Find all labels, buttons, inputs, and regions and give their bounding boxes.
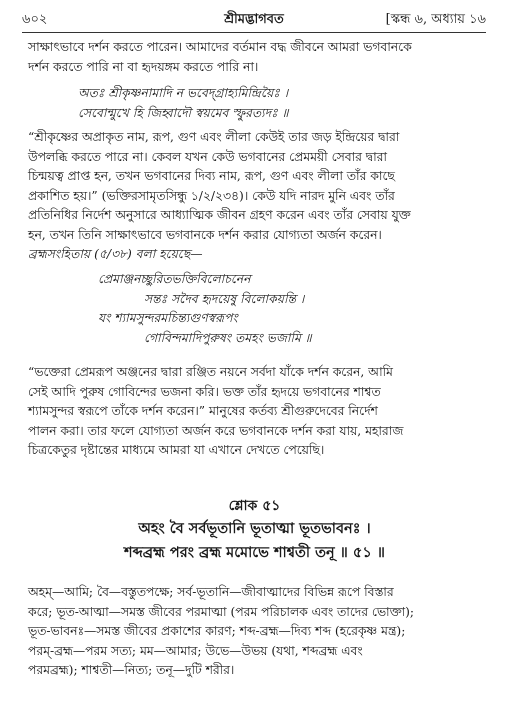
text-line: শ্যামসুন্দর স্বরূপে তাঁকে দর্শন করেন।” মানুষের কর্তব্য শ্রীগুরুদেবের নির্দেশ bbox=[28, 404, 378, 418]
text-line: চিন্ময়ত্ব প্রাপ্ত হন, তখন ভগবানের দিব্য নাম, রূপ, গুণ এবং লীলা তাঁর কাছে bbox=[28, 169, 395, 183]
header-divider bbox=[22, 32, 486, 33]
text-line: প্রকাশিত হয়।” (ভক্তিরসামৃতসিন্ধু ১/২/২৩৪)। কেউ যদি নারদ মুনি এবং তাঁর bbox=[28, 188, 395, 203]
synonyms-paragraph bbox=[28, 583, 484, 681]
text-line: পরমব্রহ্ম); শাশ্বতী—নিত্য; তনূ—দুটি শরীর। bbox=[28, 663, 235, 677]
verse-line: প্রেমাঞ্জনচ্ছুরিতভক্তিবিলোচনেন bbox=[98, 272, 251, 286]
text-line: অহম্—আমি; বৈ—বস্তুতপক্ষে; সর্ব-ভূতানি—জীবাত্মাদের বিভিন্ন রূপে বিস্তার bbox=[28, 585, 394, 599]
section-reference: [স্কন্ধ ৬, অধ্যায় ১৬ bbox=[385, 12, 486, 27]
text-line: দর্শন করতে পারি না বা হৃদয়ঙ্গম করতে পারি না। bbox=[28, 59, 259, 74]
shloka-heading: শ্লোক ৫১ bbox=[228, 498, 281, 514]
verse-line: অতঃ শ্রীকৃষ্ণনামাদি ন ভবেদ্গ্রাহ্যমিন্দ্রিয়ৈঃ । bbox=[78, 86, 289, 100]
text-line: সেই আদি পুরুষ গোবিন্দের ভজনা করি। ভক্ত তাঁর হৃদয়ে ভগবানের শাশ্বত bbox=[28, 384, 381, 399]
text-line: ব্রহ্মসংহিতায় (৫/৩৮) বলা হয়েছে— bbox=[28, 247, 203, 261]
shloka-line-2: শব্দব্রহ্ম পরং ব্রহ্ম মমোভে শাশ্বতী তনূ ॥ ৫১ ॥ bbox=[123, 544, 385, 561]
text-line: পালন করা। তার ফলে যোগ্যতা অর্জন করে ভগবানকে দর্শন করা যায়, মহারাজ bbox=[28, 423, 404, 438]
verse-line: গোবিন্দমাদিপুরুষং তমহং ভজামি ॥ bbox=[144, 330, 312, 345]
text-line: চিত্রকেতুর দৃষ্টান্তের মাধ্যমে আমরা যা এখানে দেখতে পেয়েছি। bbox=[28, 443, 325, 457]
page-header bbox=[22, 10, 486, 30]
text-line: সাক্ষাৎভাবে দর্শন করতে পারেন। আমাদের বর্তমান বদ্ধ জীবনে আমরা ভগবানকে bbox=[28, 40, 412, 54]
text-line: প্রতিনিধির নির্দেশ অনুসারে আধ্যাত্মিক জীবন গ্রহণ করেন এবং তাঁর সেবায় যুক্ত bbox=[28, 208, 411, 222]
intro-paragraph bbox=[28, 38, 484, 77]
translation-paragraph-2 bbox=[28, 363, 484, 461]
book-title: শ্রীমদ্ভাগবত bbox=[224, 12, 284, 27]
page-number: ৬০২ bbox=[22, 12, 48, 27]
text-line: করে; ভূত-আত্মা—সমস্ত জীবের পরমাত্মা (পরম পরিচালক এবং তাদের ভোক্তা); bbox=[28, 604, 415, 619]
translation-paragraph-1 bbox=[28, 128, 484, 265]
verse-line: সেবোন্মুখে হি জিহ্বাদৌ স্বয়মেব স্ফুরত্যদঃ ॥ bbox=[78, 105, 289, 120]
sanskrit-quote-1 bbox=[78, 84, 289, 123]
text-line: উপলব্ধি করতে পারে না। কেবল যখন কেউ ভগবানের প্রেমময়ী সেবার দ্বারা bbox=[28, 149, 387, 164]
shloka-line-1: অহং বৈ সর্বভূতানি ভূতাত্মা ভূতভাবনঃ । bbox=[138, 520, 371, 537]
text-line: পরম্-ব্রহ্ম—পরম সত্য; মম—আমার; উভে—উভয় (যথা, শব্দব্রহ্ম এবং bbox=[28, 643, 363, 658]
text-line: ভূত-ভাবনঃ—সমস্ত জীবের প্রকাশের কারণ; শব্দ-ব্রহ্ম—দিব্য শব্দ (হরেকৃষ্ণ মন্ত্র); bbox=[28, 624, 406, 638]
text-line: হন, তখন তিনি সাক্ষাৎভাবে ভগবানকে দর্শন করার যোগ্যতা অর্জন করেন। bbox=[28, 227, 382, 242]
verse-line: যং শ্যামসুন্দরমচিন্ত্যগুণস্বরূপং bbox=[98, 311, 238, 325]
verse-line: সন্তঃ সদৈব হৃদয়েষু বিলোকয়ন্তি । bbox=[144, 291, 305, 306]
text-line: “ভক্তেরা প্রেমরূপ অঞ্জনের দ্বারা রঞ্জিত নয়নে সর্বদা যাঁকে দর্শন করেন, আমি bbox=[28, 365, 393, 379]
sanskrit-quote-2 bbox=[98, 270, 478, 348]
text-line: “শ্রীকৃষ্ণের অপ্রাকৃত নাম, রূপ, গুণ এবং লীলা কেউই তার জড় ইন্দ্রিয়ের দ্বারা bbox=[28, 130, 400, 144]
